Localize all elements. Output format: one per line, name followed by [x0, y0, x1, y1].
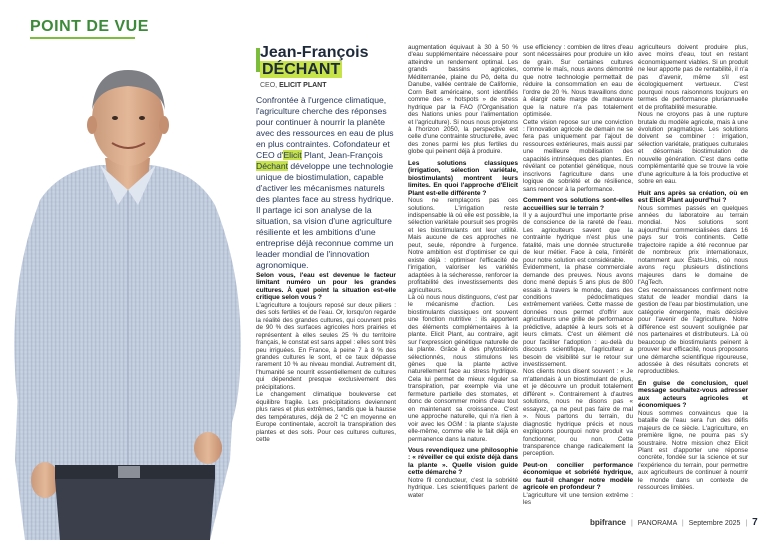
paragraph: Il y a aujourd'hui une importante prise de conscience de la rareté de l'eau. Les agriculteurs savent que la contrainte hydrique n'est plus une fatalité, mais une donnée structurelle de leur métier. Face à cela, l'intérêt pour notre solution est considérable.: [523, 211, 633, 264]
column-1: [256, 268, 396, 443]
column-4: [638, 44, 748, 492]
author-first-name: Jean-François: [260, 44, 369, 61]
paragraph: Nos clients nous disent souvent : « Je m'attendais à un biostimulant de plus, et je découvre un produit totalement différent ». Contrairement à d'autres solutions, nous ne disons pas « essayez, ça ne peut pas faire de mal ». Nous partons du terrain, du diagnostic hydrique précis et nous expliquons pourquoi notre produit va fonctionner, ou non. Cette transparence change radicalement la perception.: [523, 368, 633, 458]
footer-magazine: PANORAMA: [637, 520, 677, 527]
paragraph: Évidemment, la phase commerciale demande des preuves. Nous avons donc mené depuis 5 ans plus de 800 essais à travers le monde, dans des conditions pédoclimatiques extrêmement variées. Cette masse de données nous permet d'offrir aux agriculteurs une grille de performance prédictive, adaptée à leurs sols et à leurs climats. C'est un élément clé pour faciliter l'adoption : au-delà du discours scientifique, l'agriculteur a besoin de visibilité sur le retour sur investissement.: [523, 264, 633, 369]
footer-date: Septembre 2025: [688, 520, 741, 527]
paragraph: L'agriculture vit une tension extrême : les: [523, 491, 633, 507]
lead-paragraph: [256, 95, 396, 271]
paragraph: Cette vision repose sur une conviction : l'innovation agricole de demain ne se fera pas uniquement par l'ajout de ressources extérieures, mais aussi par une meilleure mobilisation des capacités intrinsèques des plantes. En révélant ce potentiel génétique, nous inscrivons l'agriculture dans une logique de sobriété et de résilience, sans renoncer à la performance.: [523, 118, 633, 193]
question: Les solutions classiques (irrigation, sélection variétale, biostimulants) montrent leurs limites. En quoi l'approche d'Elicit Plant est-elle différente ?: [408, 159, 518, 197]
lead-middle: Plant, Jean-François: [301, 150, 383, 160]
author-block: [260, 45, 395, 89]
lead-before: Confrontée à l'urgence climatique, l'agriculture cherche des réponses pour continuer à nourrir la planète avec des ressources en eau de plus en plus contraintes. Cofondateur et CEO d': [256, 95, 394, 160]
role-prefix: CEO,: [260, 82, 280, 89]
footer-brand: bpifrance: [590, 518, 627, 527]
page-footer: [590, 517, 760, 531]
question: Comment vos solutions sont-elles accueillies sur le terrain ?: [523, 197, 633, 212]
paragraph: L'agriculture a toujours reposé sur deux piliers : des sols fertiles et de l'eau. Or, lorsqu'on regarde la réalité des grandes cultures, qui couvrent près de 90 % des surfaces agricoles hors prairies et représentent à elles seules 25 % du territoire français, le constat est sans appel : elles sont très peu irriguées. En France, à peine 7 à 8 % des grandes cultures le sont, et ce taux dépasse rarement 10 % au niveau mondial. Autrement dit, l'humanité se nourrit essentiellement de cultures qui dépendent presque exclusivement des précipitations.: [256, 301, 396, 391]
column-2: [408, 44, 518, 499]
paragraph: Nous sommes convaincus que la bataille de l'eau sera l'un des défis majeurs de ce siècle. L'agriculture, en première ligne, ne pourra pas s'y soustraire. Notre mission chez Elicit Plant est d'apporter une réponse concrète, fondée sur la science et sur l'expérience du terrain, pour permettre aux agriculteurs de continuer à nourrir le monde dans un contexte de ressources limitées.: [638, 409, 748, 492]
portrait-photo: [0, 40, 250, 540]
paragraph: Nous ne remplaçons pas ces solutions. L'irrigation reste indispensable là où elle est possible, la sélection variétale poursuit ses progrès et les biostimulants ont leur utilité. Mais aucune de ces approches ne peut, seule, répondre à l'urgence. Notre ambition est d'optimiser ce qui existe déjà : optimiser l'efficacité de l'irrigation, valoriser les variétés adaptées à la sécheresse, renforcer la profitabilité des investissements des agriculteurs.: [408, 197, 519, 294]
section-rule: [30, 37, 135, 39]
paragraph: Nous sommes passés en quelques années du laboratoire au terrain mondial. Nos solutions sont aujourd'hui commercialisées dans 16 pays sur trois continents. Cette trajectoire rapide a été reconnue par de nombreux prix internationaux, notamment aux États-Unis, où nous avons reçu plusieurs distinctions majeures dans le domaine de l'AgTech.: [638, 204, 748, 287]
paragraph: Le changement climatique bouleverse cet équilibre fragile. Les précipitations deviennent plus rares et plus extrêmes, tandis que la hausse des températures, déjà de 2 °C en moyenne en Europe continentale, accroît la transpiration des plantes et des sols. Pour ces cultures cultures, cette: [256, 391, 396, 443]
footer-separator: |: [681, 520, 684, 527]
question: En guise de conclusion, quel message souhaitez-vous adresser aux acteurs agricoles et économiques ?: [638, 379, 748, 410]
paragraph: augmentation équivaut à 30 à 50 % d'eau supplémentaire nécessaire pour atteindre un rendement optimal. Les grands bassins agricoles, Méditerranée, plaine du Pô, delta du Danube, vallée centrale de Californie, Corn Belt américaine, sont identifiés comme des « hotspots » de stress hydrique par la FAO (l'Organisation des Nations unies pour l'alimentation et l'agriculture). Si nous nous projetons à l'horizon 2050, la perspective est celle d'une contrainte structurelle, avec des zones parmi les plus fertiles du globe qui peinent déjà à produire.: [408, 44, 518, 156]
paragraph: Notre fil conducteur, c'est la sobriété hydrique. Les scientifiques parlent de water: [408, 476, 518, 499]
paragraph: Là où nous nous distinguons, c'est par le mécanisme d'action. Les biostimulants classiques ont souvent une fonction nutritive : ils apportent des éléments complémentaires à la plante. Elicit Plant, au contraire, agit sur l'expression génétique naturelle de la plante. Grâce à des phytostérols sélectionnés, nous stimulons les gènes que la plante active naturellement face au stress hydrique. Cela lui permet de mieux réguler sa transpiration, par exemple via une fermeture partielle des stomates, et donc de consommer moins d'eau tout en maintenant sa croissance. C'est une approche naturelle, qui n'a rien à voir avec les OGM : la plante s'ajuste elle-même, comme elle le fait déjà en permanence dans la nature.: [408, 293, 518, 443]
author-role: [260, 82, 395, 89]
paragraph: agriculteurs doivent produire plus, avec moins d'eau, tout en restant économiquement viables. Si un produit ne leur apporte pas de rentabilité, il n'a pas d'avenir, même s'il est écologiquement vertueux. C'est pourquoi nous raisonnons toujours en termes de performance pluriannuelle et de profitabilité mesurable.: [638, 44, 748, 111]
page-header: [0, 0, 768, 38]
question: Vous revendiquez une philosophie : « réveiller ce qui existe déjà dans la plante ». Quelle vision guide cette démarche ?: [408, 447, 518, 477]
footer-separator: |: [630, 520, 633, 527]
company-name: ELICIT PLANT: [279, 82, 327, 89]
section-title: POINT DE VUE: [30, 18, 149, 35]
author-last-name: DÉCHANT: [262, 61, 341, 78]
lead-highlight-dechant: Déchant: [256, 161, 289, 171]
page-number: 7: [752, 517, 758, 528]
question: Selon vous, l'eau est devenue le facteur limitant numéro un pour les grandes cultures. À quel point la situation est-elle critique selon vous ?: [256, 272, 396, 302]
paragraph: use efficiency : combien de litres d'eau sont nécessaires pour produire un kilo de grain. Sur certaines cultures comme le maïs, nous avons démontré que notre technologie permettait de réduire la consommation en eau de l'ordre de 20 %. Nous travaillons donc à élargir cette marge de manœuvre que la nature n'a pas totalement optimisée.: [523, 44, 633, 119]
footer-separator: |: [745, 520, 748, 527]
paragraph: Ces reconnaissances confirment notre statut de leader mondial dans la gestion de l'eau par biostimulation, une catégorie émergente, mais décisive pour l'avenir de l'agriculture. Notre différence est souvent soulignée par nos partenaires et distributeurs. Là où beaucoup de biostimulants peinent à prouver leur efficacité, nous proposons une démarche scientifique rigoureuse, adossée à des résultats concrets et reproductibles.: [638, 286, 748, 376]
lead-highlight-elicit: Elicit: [283, 150, 302, 160]
paragraph: Nous ne croyons pas à une rupture brutale du modèle agricole, mais à une évolution pragmatique. Les solutions doivent se combiner : irrigation, sélection variétale, pratiques culturales et désormais biostimulation de nouvelle génération. C'est dans cette complémentarité que se trouve la voie d'une agriculture à la fois productive et sobre en eau.: [638, 111, 748, 186]
question: Peut-on concilier performance économique et sobriété hydrique, ou faut-il changer notre modèle agricole en profondeur ?: [523, 461, 633, 492]
question: Huit ans après sa création, où en est Elicit Plant aujourd'hui ?: [638, 189, 748, 205]
column-3: [523, 44, 633, 507]
lead-after: développe une technologie unique de biostimulation, capable d'activer les mécanismes naturels des plantes face au stress hydrique. Il partage ici son analyse de la situation, sa vision d'une agriculture résiliente et les ambitions d'une entreprise déjà reconnue comme un leader mondial de l'innovation agronomique.: [256, 161, 394, 270]
